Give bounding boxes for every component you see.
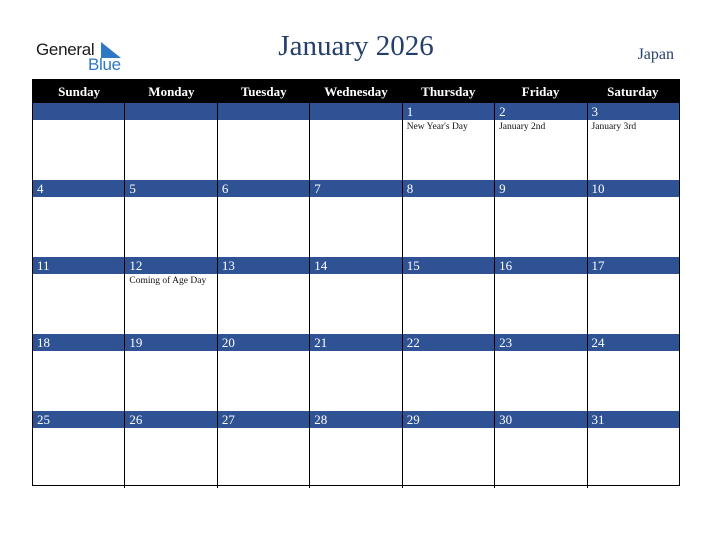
day-cell (402, 334, 494, 411)
day-number: 1 (403, 103, 494, 120)
day-number: 19 (125, 334, 216, 351)
day-cell (587, 411, 679, 488)
day-cell (309, 334, 401, 411)
day-cell (402, 180, 494, 257)
day-number: 23 (495, 334, 586, 351)
day-number: 13 (218, 257, 309, 274)
holiday-label: January 3rd (591, 122, 637, 132)
day-number: 16 (495, 257, 586, 274)
holiday-label: Coming of Age Day (129, 276, 207, 286)
day-number: 8 (403, 180, 494, 197)
day-number: 5 (125, 180, 216, 197)
day-number: 25 (33, 411, 124, 428)
day-number: 18 (33, 334, 124, 351)
day-number: 10 (588, 180, 679, 197)
day-number: 14 (310, 257, 401, 274)
week-row (33, 257, 679, 334)
day-cell (217, 334, 309, 411)
day-number: 28 (310, 411, 401, 428)
day-cell (124, 411, 216, 488)
page-title: January 2026 (278, 30, 434, 62)
day-number: 3 (588, 103, 679, 120)
day-number: 12 (125, 257, 216, 274)
logo-general-text: General (36, 40, 95, 59)
weekday-saturday: Saturday (607, 84, 659, 99)
weekday-friday: Friday (521, 84, 560, 99)
day-cell (124, 180, 216, 257)
day-number (218, 103, 309, 120)
day-number: 7 (310, 180, 401, 197)
day-cell (494, 257, 586, 334)
weekday-tuesday: Tuesday (240, 84, 287, 99)
day-cell (494, 180, 586, 257)
day-number (310, 103, 401, 120)
day-cell (587, 257, 679, 334)
day-number (125, 103, 216, 120)
day-cell (217, 103, 309, 180)
day-cell (494, 411, 586, 488)
day-number: 26 (125, 411, 216, 428)
day-cell (494, 334, 586, 411)
day-cell (402, 411, 494, 488)
week-row (33, 180, 679, 257)
holiday-label: New Year's Day (406, 122, 468, 132)
day-cell (494, 103, 586, 180)
day-cell (402, 103, 494, 180)
day-number: 11 (33, 257, 124, 274)
weekday-header (33, 80, 679, 103)
weekday-wednesday: Wednesday (324, 84, 388, 99)
day-cell (309, 180, 401, 257)
day-number: 4 (33, 180, 124, 197)
day-cell (309, 257, 401, 334)
day-cell (309, 103, 401, 180)
weekday-monday: Monday (148, 84, 195, 99)
day-cell (33, 180, 124, 257)
day-number (33, 103, 124, 120)
day-number: 2 (495, 103, 586, 120)
logo-blue-text: Blue (88, 55, 121, 74)
day-cell (124, 257, 216, 334)
day-cell (33, 411, 124, 488)
day-number: 21 (310, 334, 401, 351)
week-row (33, 334, 679, 411)
week-row (33, 411, 679, 488)
day-number: 24 (588, 334, 679, 351)
day-number: 20 (218, 334, 309, 351)
day-cell (217, 411, 309, 488)
day-cell (217, 180, 309, 257)
weekday-sunday: Sunday (58, 84, 101, 99)
day-cell (309, 411, 401, 488)
day-number: 27 (218, 411, 309, 428)
day-number: 31 (588, 411, 679, 428)
week-row (33, 103, 679, 180)
day-cell (587, 103, 679, 180)
weekday-thursday: Thursday (421, 84, 476, 99)
day-cell (587, 334, 679, 411)
day-number: 29 (403, 411, 494, 428)
day-cell (587, 180, 679, 257)
day-cell (124, 334, 216, 411)
day-number: 17 (588, 257, 679, 274)
day-cell (124, 103, 216, 180)
day-cell (33, 103, 124, 180)
holiday-label: January 2nd (499, 122, 546, 132)
calendar-grid (32, 79, 680, 486)
day-cell (33, 334, 124, 411)
weeks-container (33, 103, 679, 488)
day-number: 15 (403, 257, 494, 274)
day-cell (33, 257, 124, 334)
day-number: 22 (403, 334, 494, 351)
day-cell (402, 257, 494, 334)
day-cell (217, 257, 309, 334)
day-number: 6 (218, 180, 309, 197)
country-label: Japan (637, 46, 674, 63)
day-number: 30 (495, 411, 586, 428)
day-number: 9 (495, 180, 586, 197)
